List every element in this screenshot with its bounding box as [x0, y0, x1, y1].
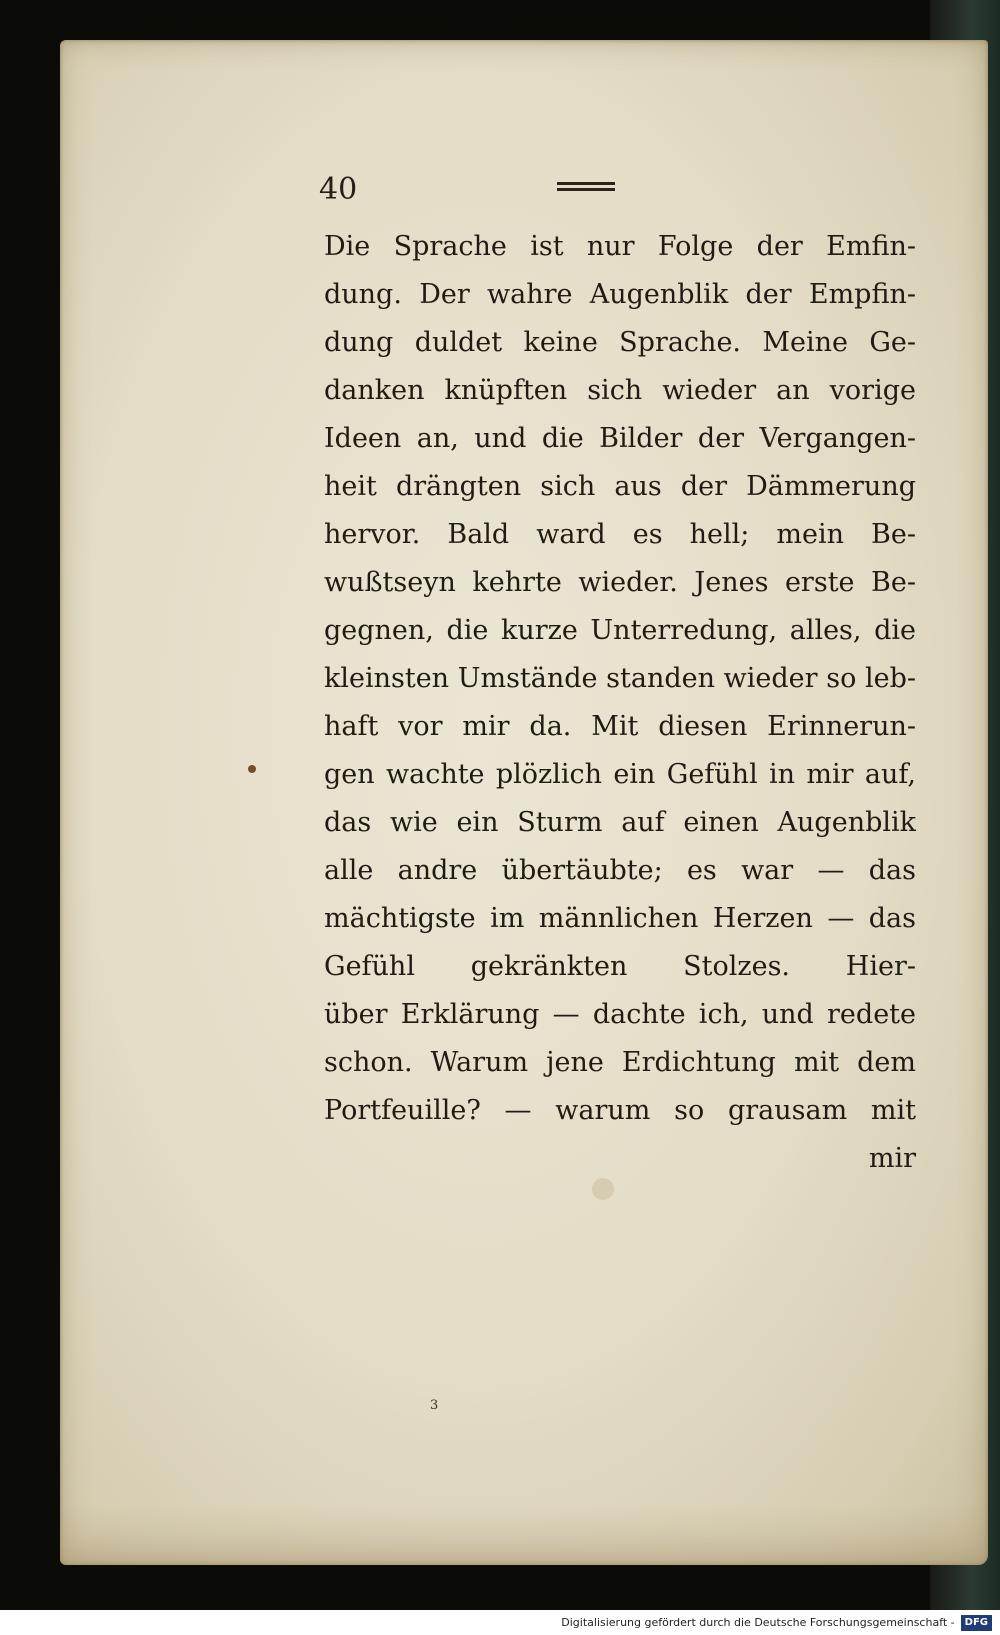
text-block	[324, 223, 916, 1183]
text-line: das wie ein Sturm auf einen Augenblik	[324, 807, 916, 838]
text-line: hervor. Bald ward es hell; mein Be-	[324, 519, 916, 550]
page-number: 40	[319, 172, 358, 207]
text-line: schon. Warum jene Erdichtung mit dem	[324, 1047, 916, 1078]
signature-mark: 3	[430, 1398, 439, 1413]
text-line: gen wachte plözlich ein Gefühl in mir auf,	[324, 759, 916, 790]
paper-stain	[592, 1178, 614, 1200]
catchword-line: mir	[868, 1143, 916, 1174]
text-line: dung. Der wahre Augenblik der Empfin-	[324, 279, 916, 310]
text-line: Die Sprache ist nur Folge der Emfin-	[324, 231, 916, 262]
text-line: haft vor mir da. Mit diesen Erinnerun-	[324, 711, 916, 742]
text-line: über Erklärung — dachte ich, und redete	[324, 999, 916, 1030]
text-line: kleinsten Umstände standen wieder so leb-	[324, 663, 916, 694]
text-line: Ideen an, und die Bilder der Vergangen-	[324, 423, 916, 454]
text-line: gegnen, die kurze Unterredung, alles, die	[324, 615, 916, 646]
text-line: Gefühl gekränkten Stolzes. Hier-	[324, 951, 916, 982]
page-edge-shading	[60, 1505, 988, 1565]
text-line: Portfeuille? — warum so grausam mit	[324, 1095, 916, 1126]
text-line: wußtseyn kehrte wieder. Jenes erste Be-	[324, 567, 916, 598]
text-line: mächtigste im männlichen Herzen — das	[324, 903, 916, 934]
credit-text: Digitalisierung gefördert durch die Deutsche Forschungsgemeinschaft -	[561, 1616, 955, 1629]
text-line: alle andre übertäubte; es war — das	[324, 855, 916, 886]
header-rule	[557, 182, 615, 191]
text-line: danken knüpften sich wieder an vorige	[324, 375, 916, 406]
digitization-credit-bar	[0, 1610, 1000, 1635]
ink-spot	[248, 765, 256, 773]
dfg-logo: DFG	[961, 1615, 992, 1631]
text-line: dung duldet keine Sprache. Meine Ge-	[324, 327, 916, 358]
text-line: heit drängten sich aus der Dämmerung	[324, 471, 916, 502]
